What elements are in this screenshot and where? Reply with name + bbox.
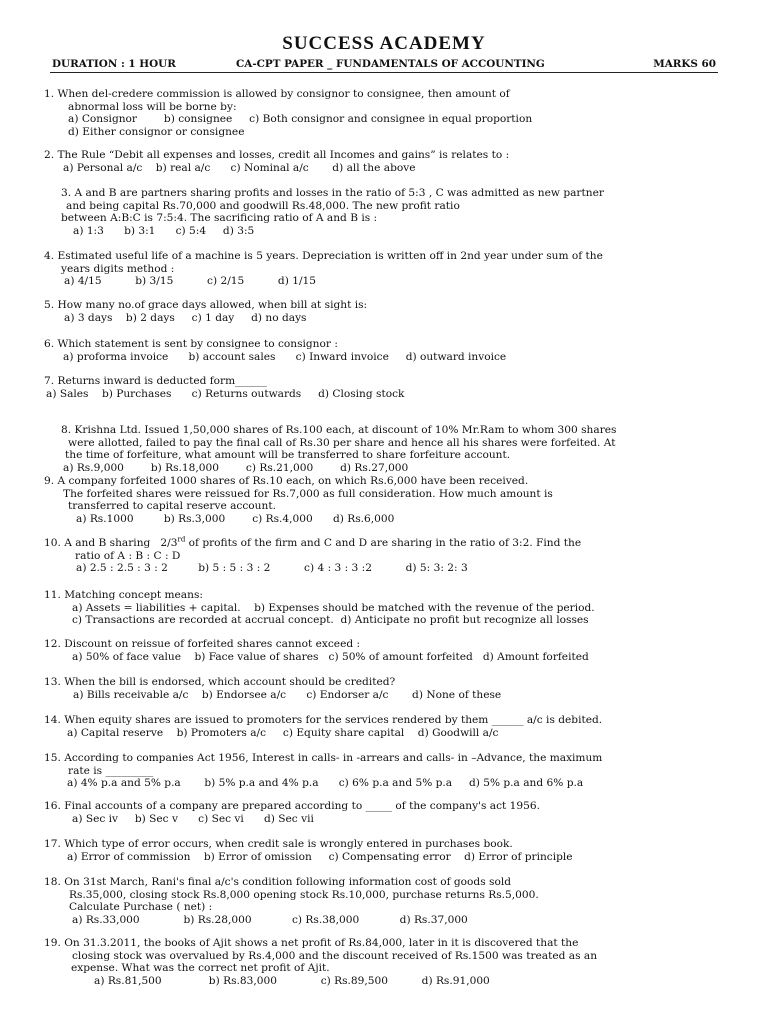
question-text: 6. Which statement is sent by consignee to consignor : [44,338,338,350]
question-text: 14. When equity shares are issued to promoters for the services rendered by them ______ a/c is debited. [44,714,603,726]
question-text: 9. A company forfeited 1000 shares of Rs.10 each, on which Rs.6,000 have been received. [44,475,529,487]
question-line: a) Rs.1000 b) Rs.3,000 c) Rs.4,000 d) Rs.6,000 [76,512,395,525]
question-line: transferred to capital reserve account. [68,500,276,513]
question-text: 3. A and B are partners sharing profits and losses in the ratio of 5:3 , C was admitted as new partner [61,187,604,199]
question-text: 8. Krishna Ltd. Issued 1,50,000 shares of Rs.100 each, at discount of 10% Mr.Ram to whom 300 shares [61,424,617,436]
question-text: 2. The Rule “Debit all expenses and losses, credit all Incomes and gains” is relates to : [44,149,510,161]
paper-name: CA-CPT PAPER _ FUNDAMENTALS OF ACCOUNTING [236,58,545,70]
question-line: a) 4/15 b) 3/15 c) 2/15 d) 1/15 [64,275,316,288]
question-line: a) Sales b) Purchases c) Returns outwards d) Closing stock [46,387,405,400]
question-text: 15. According to companies Act 1956, Interest in calls- in -arrears and calls- in –Advance, the maximum [44,752,603,764]
question-text: 7. Returns inward is deducted form______ [44,375,267,387]
question-line: the time of forfeiture, what amount will be transferred to share forfeiture account. [65,449,511,462]
paper-header [50,58,718,73]
question-line: d) Either consignor or consignee [68,125,245,138]
question-line: expense. What was the correct net profit of Ajit. [71,962,330,975]
question-text: 19. On 31.3.2011, the books of Ajit shows a net profit of Rs.84,000, later in it is discovered that the [44,937,579,949]
question-line: ratio of A : B : C : D [75,549,181,562]
question-text: 13. When the bill is endorsed, which account should be credited? [44,676,396,688]
question-line: Rs.35,000, closing stock Rs.8,000 opening stock Rs.10,000, purchase returns Rs.5,000. [69,888,539,901]
question-line: a) Personal a/c b) real a/c c) Nominal a/c d) all the above [63,161,416,174]
question-line: a) 1:3 b) 3:1 c) 5:4 d) 3:5 [73,224,255,237]
page-title: SUCCESS ACADEMY [282,33,486,54]
question-line: c) Transactions are recorded at accrual concept. d) Anticipate no profit but recognize all losses [72,614,589,627]
question-text: 11. Matching concept means: [44,589,203,601]
question-line: a) Rs.81,500 b) Rs.83,000 c) Rs.89,500 d) Rs.91,000 [94,974,490,987]
question-line: abnormal loss will be borne by: [68,100,237,113]
question-line: a) 2.5 : 2.5 : 3 : 2 b) 5 : 5 : 3 : 2 c) 4 : 3 : 3 :2 d) 5: 3: 2: 3 [76,562,468,575]
question-line: a) 4% p.a and 5% p.a b) 5% p.a and 4% p.a c) 6% p.a and 5% p.a d) 5% p.a and 6% p.a [67,777,584,790]
question-text: 16. Final accounts of a company are prepared according to _____ of the company's act 1956. [44,800,540,812]
question-text: 12. Discount on reissue of forfeited shares cannot exceed : [44,638,361,650]
question-line: were allotted, failed to pay the final call of Rs.30 per share and hence all his shares were forfeited. At [68,436,616,449]
question-text: 17. Which type of error occurs, when credit sale is wrongly entered in purchases book. [44,838,513,850]
question-line: a) 3 days b) 2 days c) 1 day d) no days [64,311,307,324]
question-line: a) Capital reserve b) Promoters a/c c) Equity share capital d) Goodwill a/c [67,726,499,739]
question-text: 5. How many no.of grace days allowed, when bill at sight is: [44,299,368,311]
question-line: and being capital Rs.70,000 and goodwill Rs.48,000. The new profit ratio [66,199,460,212]
question-text: 10. A and B sharing 2/3rd of profits of the firm and C and D are sharing in the ratio of 3:2. Find the [44,535,582,549]
question-line: a) Assets = liabilities + capital. b) Expenses should be matched with the revenue of the period. [72,601,595,614]
question-line: closing stock was overvalued by Rs.4,000 and the discount received of Rs.1500 was treated as an [72,949,598,962]
question-line: a) 50% of face value b) Face value of shares c) 50% of amount forfeited d) Amount forfeited [72,650,589,663]
question-line: a) Sec iv b) Sec v c) Sec vi d) Sec vii [72,812,314,825]
question-line: rate is _________ [68,764,154,777]
question-line: a) Consignor b) consignee c) Both consignor and consignee in equal proportion [68,113,533,126]
question-line: between A:B:C is 7:5:4. The sacrificing ratio of A and B is : [61,212,378,225]
marks-label: MARKS 60 [653,58,716,70]
question-text: 1. When del-credere commission is allowed by consignor to consignee, then amount of [44,88,510,100]
question-line: a) Error of commission b) Error of omission c) Compensating error d) Error of principle [67,850,573,863]
question-line: Calculate Purchase ( net) : [69,901,213,914]
question-line: The forfeited shares were reissued for Rs.7,000 as full consideration. How much amount is [63,487,553,500]
question-line: a) Bills receivable a/c b) Endorsee a/c c) Endorser a/c d) None of these [73,688,502,701]
question-line: a) Rs.9,000 b) Rs.18,000 c) Rs.21,000 d) Rs.27,000 [63,461,409,474]
duration-label: DURATION : 1 HOUR [52,58,176,70]
question-text: 4. Estimated useful life of a machine is 5 years. Depreciation is written off in 2nd year under sum of the [44,250,603,262]
question-line: a) proforma invoice b) account sales c) Inward invoice d) outward invoice [63,350,507,363]
question-line: years digits method : [61,262,175,275]
question-line: a) Rs.33,000 b) Rs.28,000 c) Rs.38,000 d) Rs.37,000 [72,913,468,926]
question-text: 18. On 31st March, Rani's final a/c's condition following information cost of goods sold [44,876,511,888]
